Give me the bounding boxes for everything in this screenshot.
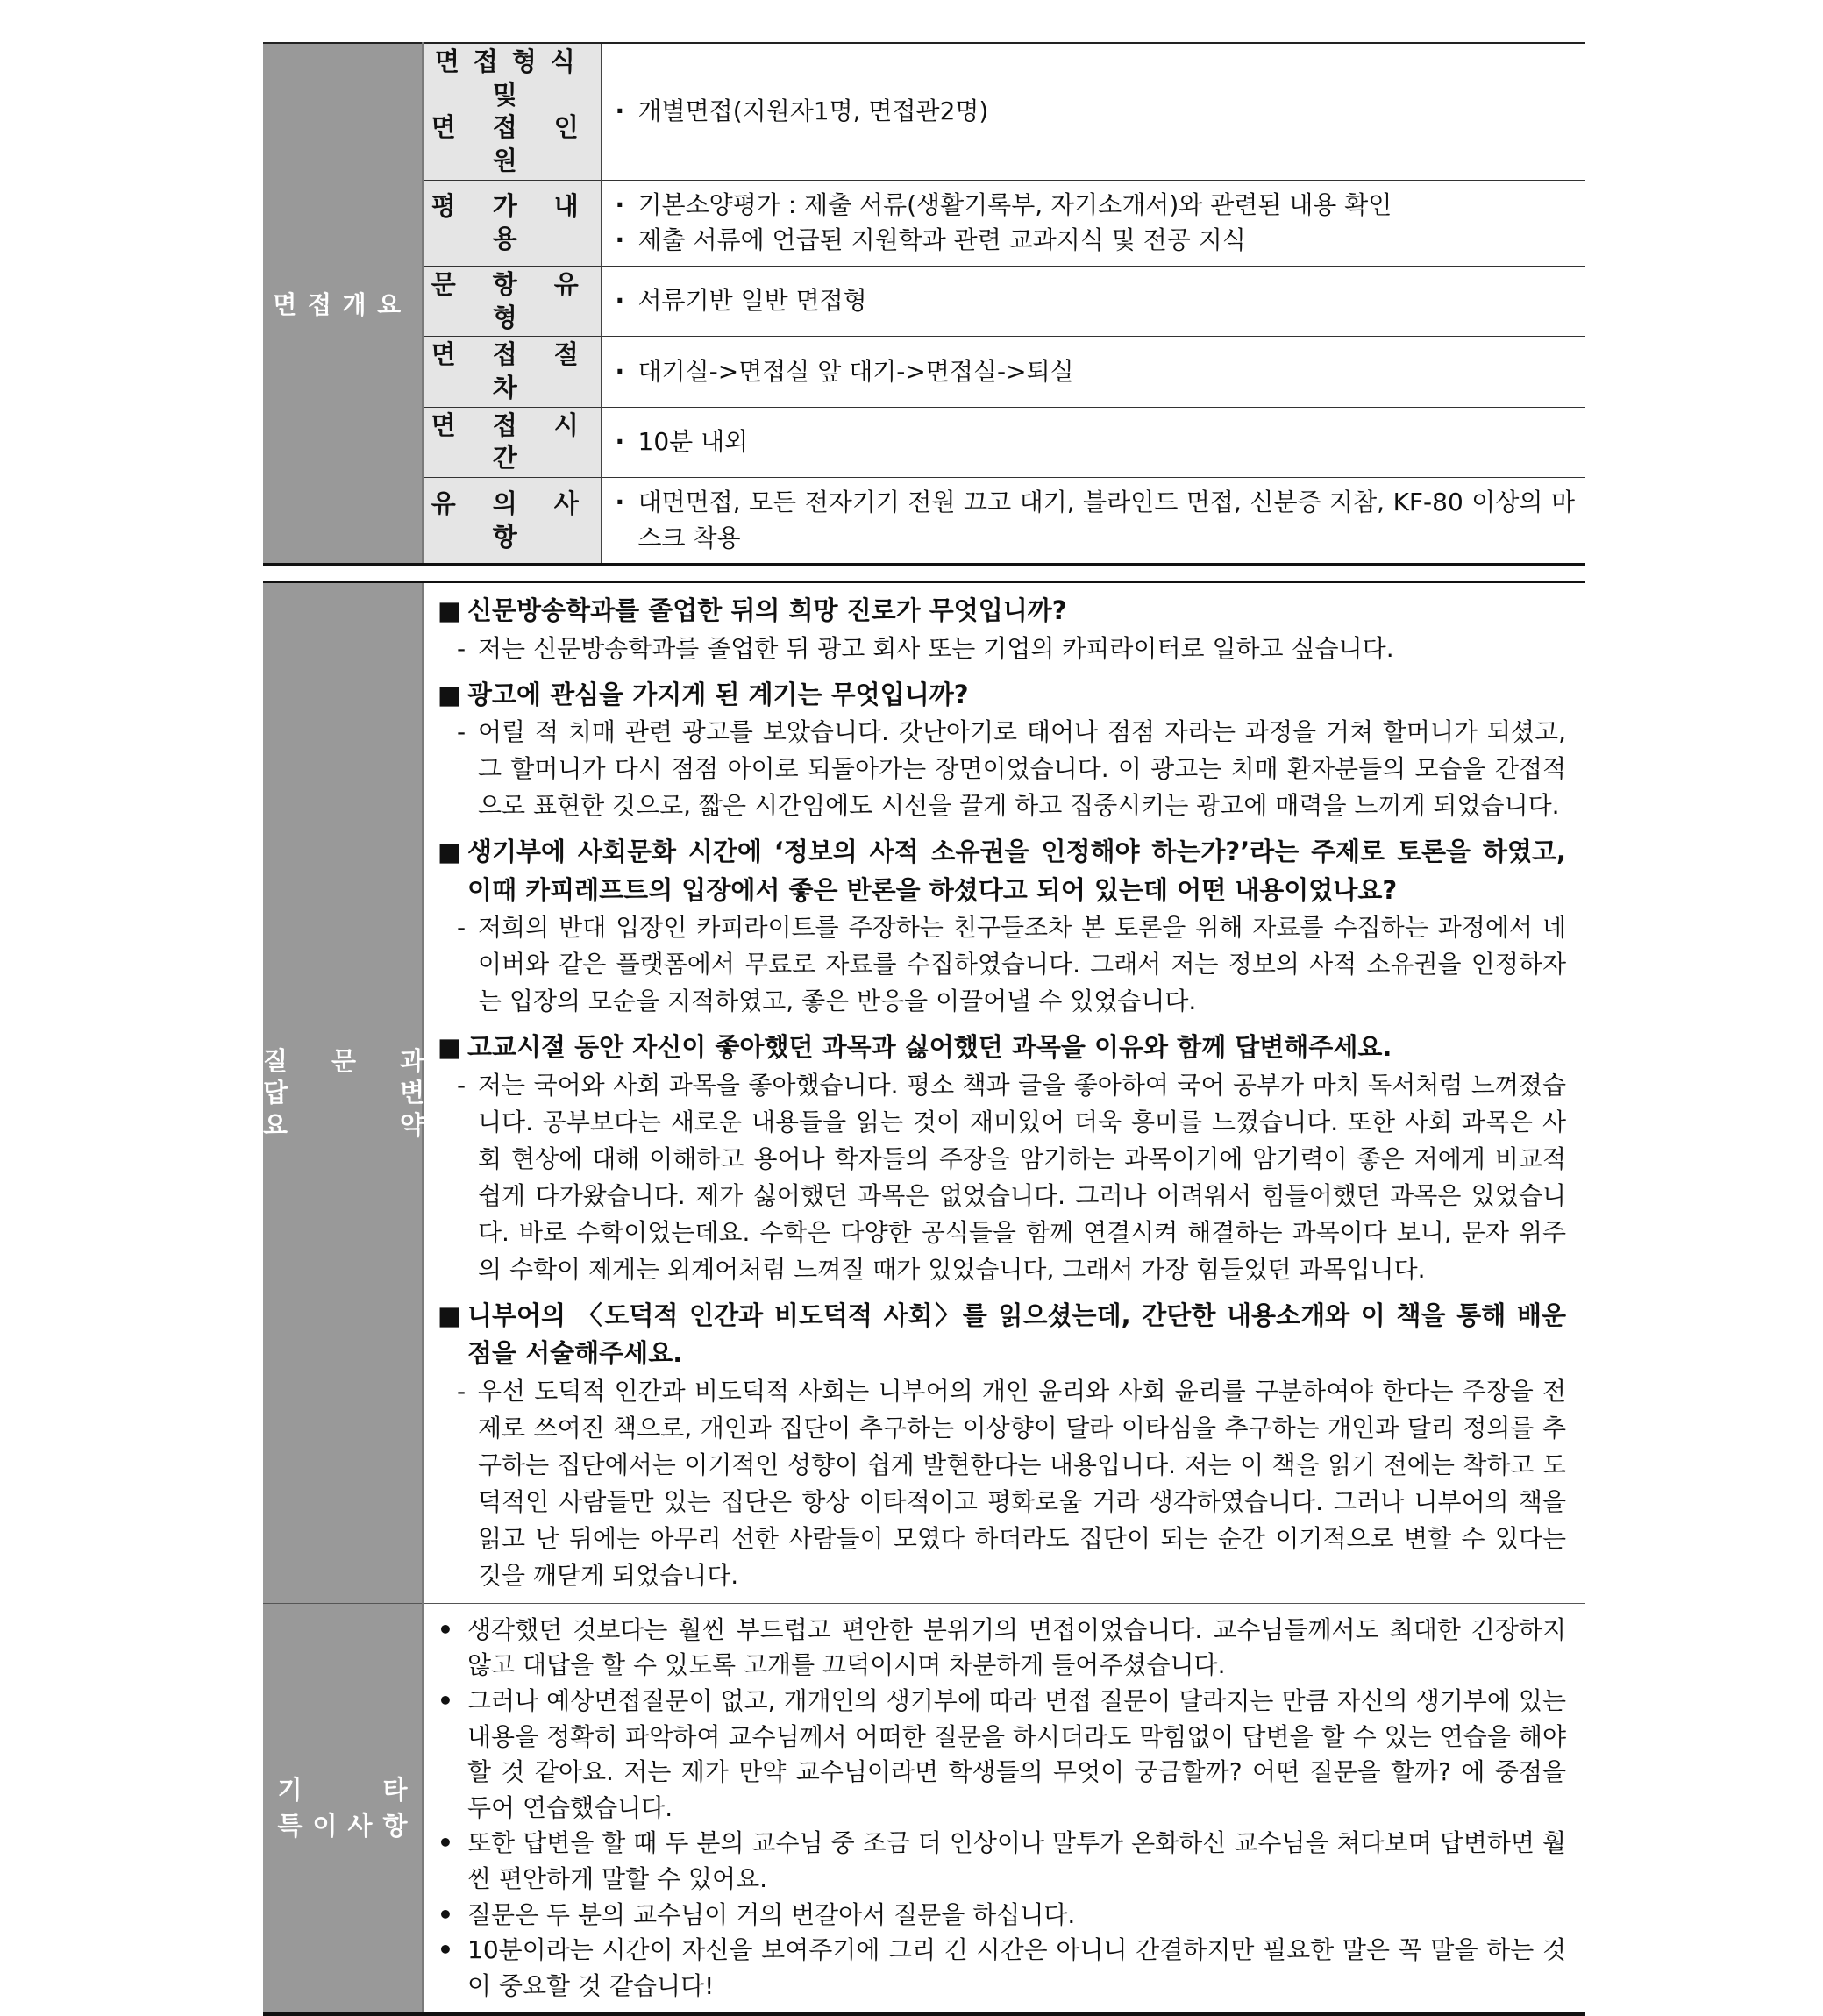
answer — [438, 1067, 1566, 1288]
overview-row-label — [423, 180, 601, 266]
question — [438, 592, 1566, 630]
etc-item — [438, 1826, 1566, 1897]
overview-category: 면접개요 — [263, 43, 423, 565]
overview-row-label — [423, 337, 601, 407]
etc-item-text: 질문은 두 분의 교수님이 거의 번갈아서 질문을 하십니다. — [467, 1899, 1076, 1929]
answer-text: 어릴 적 치매 관련 광고를 보았습니다. 갓난아기로 태어나 점점 자라는 과정을 거쳐 할머니가 되셨고, 그 할머니가 다시 점점 아이로 되돌아가는 장면이었습니다. 이 광고는 치매 환자분들의 모습을 간접적으로 표현한 것으로, 짧은 시간임에도 시선을 끌게 하고 집중시키는 광고에 매력을 느끼게 되었습니다. — [478, 717, 1566, 821]
overview-row — [263, 407, 1585, 477]
item-mark: · — [615, 225, 625, 255]
qa-side-char: 과 — [400, 1046, 425, 1077]
overview-item — [616, 424, 1576, 460]
qa-summary-table — [263, 581, 1585, 1603]
overview-item-text: 기본소양평가 : 제출 서류(생활기록부, 자기소개서)와 관련된 내용 확인 — [637, 189, 1392, 219]
question — [438, 1297, 1566, 1373]
overview-row-label-line: 면 접 시 간 — [431, 410, 593, 474]
etc-notes-table — [263, 1603, 1585, 2016]
overview-item — [616, 223, 1576, 259]
question-text: 광고에 관심을 가지게 된 계기는 무엇입니까? — [467, 679, 969, 709]
item-mark: · — [615, 427, 625, 457]
answer-dash: - — [457, 633, 466, 663]
question — [438, 1029, 1566, 1067]
qa-side-char: 약 — [400, 1109, 425, 1140]
item-mark: · — [615, 189, 625, 219]
square-bullet-icon: ■ — [438, 1032, 462, 1063]
etc-item-text: 10분이라는 시간이 자신을 보여주기에 그리 긴 시간은 아니니 간결하지만 필요한 말은 꼭 말을 하는 것이 중요할 것 같습니다! — [467, 1935, 1566, 2000]
overview-item-text: 개별면접(지원자1명, 면접관2명) — [637, 96, 989, 126]
bullet-dot-icon: • — [438, 1685, 453, 1715]
answer-dash: - — [457, 717, 466, 747]
etc-item-text: 그러나 예상면접질문이 없고, 개개인의 생기부에 따라 면접 질문이 달라지는 만큼 자신의 생기부에 있는 내용을 정확히 파악하여 교수님께서 어떠한 질문을 하시더라도 막힘없이 답변을 할 수 있는 연습을 해야 할 것 같아요. 저는 제가 만약 교수님이라면 학생들의 무엇이 궁금할까? 어떤 질문을 할까? 에 중점을 두어 연습했습니다. — [467, 1685, 1566, 1822]
etc-side-char: 타 — [382, 1775, 408, 1806]
qa-side-char: 답 — [263, 1078, 288, 1108]
bullet-dot-icon: • — [438, 1899, 453, 1929]
question-text: 고교시절 동안 자신이 좋아했던 과목과 싫어했던 과목을 이유와 함께 답변해주세요. — [467, 1032, 1392, 1063]
etc-content — [423, 1603, 1585, 2014]
qa-side-label — [263, 582, 423, 1603]
etc-side-char: 사 — [347, 1811, 373, 1841]
answer-dash: - — [457, 1376, 466, 1406]
overview-row — [263, 478, 1585, 566]
overview-row-label — [423, 407, 601, 477]
question — [438, 676, 1566, 715]
item-mark: · — [615, 488, 625, 517]
bullet-dot-icon: • — [438, 1614, 453, 1644]
overview-row — [263, 337, 1585, 407]
overview-row-label — [423, 266, 601, 336]
answer-dash: - — [457, 913, 466, 943]
overview-item — [616, 188, 1576, 224]
overview-row-label-line: 평 가 내 용 — [431, 190, 593, 254]
etc-side-label — [263, 1603, 423, 2014]
overview-row-label-line: 면접형식 및 — [434, 46, 589, 110]
overview-row — [263, 266, 1585, 336]
answer-dash: - — [457, 1070, 466, 1100]
etc-side-char — [312, 1772, 337, 1808]
answer-text: 저희의 반대 입장인 카피라이트를 주장하는 친구들조차 본 토론을 위해 자료를 수집하는 과정에서 네이버와 같은 플랫폼에서 무료로 자료를 수집하였습니다. 그래서 저는 정보의 사적 소유권을 인정하자는 입장의 모순을 지적하였고, 좋은 반응을 이끌어낼 수 있었습니다. — [478, 913, 1566, 1016]
etc-item — [438, 1933, 1566, 2004]
item-mark: · — [615, 356, 625, 386]
qa-content — [423, 582, 1585, 1603]
etc-side-char: 이 — [312, 1811, 338, 1841]
qa-side-char: 요 — [263, 1109, 288, 1140]
question — [438, 833, 1566, 909]
overview-item-text: 대면면접, 모든 전자기기 전원 끄고 대기, 블라인드 면접, 신분증 지참, KF-80 이상의 마스크 착용 — [637, 488, 1575, 552]
answer — [438, 630, 1566, 667]
overview-row-value — [601, 266, 1585, 336]
overview-item-text: 대기실->면접실 앞 대기->면접실->퇴실 — [637, 356, 1074, 386]
etc-side-char — [348, 1772, 373, 1808]
overview-row-label — [423, 43, 601, 180]
overview-item — [616, 354, 1576, 390]
qa-side-char: 변 — [400, 1078, 425, 1108]
bullet-dot-icon: • — [438, 1935, 453, 1965]
overview-row-label-line: 면 접 절 차 — [431, 339, 593, 402]
question-text: 생기부에 사회문화 시간에 ‘정보의 사적 소유권을 인정해야 하는가?’라는 주제로 토론을 하였고, 이때 카피레프트의 입장에서 좋은 반론을 하셨다고 되어 있는데 어떤 내용이었나요? — [467, 837, 1566, 905]
etc-item-text: 생각했던 것보다는 훨씬 부드럽고 편안한 분위기의 면접이었습니다. 교수님들께서도 최대한 긴장하지 않고 대답을 할 수 있도록 고개를 끄덕이시며 차분하게 들어주셨습니다. — [467, 1614, 1566, 1680]
square-bullet-icon: ■ — [438, 595, 462, 626]
interview-report-sheet — [263, 42, 1585, 2016]
square-bullet-icon: ■ — [438, 1300, 462, 1330]
overview-row-value — [601, 180, 1585, 266]
question-text: 신문방송학과를 졸업한 뒤의 희망 진로가 무엇입니까? — [467, 595, 1067, 626]
qa-side-char — [331, 1109, 356, 1141]
overview-row — [263, 43, 1585, 180]
bullet-dot-icon: • — [438, 1828, 453, 1858]
overview-row-label-line: 문 항 유 형 — [431, 268, 593, 332]
answer-text: 저는 신문방송학과를 졸업한 뒤 광고 회사 또는 기업의 카피라이터로 일하고 싶습니다. — [478, 633, 1394, 663]
overview-row-label — [423, 478, 601, 566]
overview-item-text: 제출 서류에 언급된 지원학과 관련 교과지식 및 전공 지식 — [637, 225, 1246, 255]
etc-side-char: 항 — [382, 1811, 408, 1841]
answer — [438, 1373, 1566, 1594]
overview-row-label-line: 면 접 인 원 — [431, 112, 593, 176]
overview-row-label-line: 유 의 사 항 — [431, 488, 593, 552]
overview-row-value — [601, 478, 1585, 566]
answer — [438, 714, 1566, 824]
overview-item-text: 10분 내외 — [637, 427, 749, 457]
overview-row — [263, 180, 1585, 266]
interview-overview-table — [263, 42, 1585, 566]
question-text: 니부어의 〈도덕적 인간과 비도덕적 사회〉를 읽으셨는데, 간단한 내용소개와 이 책을 통해 배운 점을 서술해주세요. — [467, 1300, 1566, 1369]
answer — [438, 909, 1566, 1020]
overview-row-value — [601, 43, 1585, 180]
square-bullet-icon: ■ — [438, 679, 462, 709]
qa-side-char: 문 — [331, 1046, 357, 1077]
overview-item — [616, 283, 1576, 319]
qa-side-char — [331, 1077, 356, 1108]
etc-side-char: 특 — [277, 1811, 303, 1841]
overview-item-text: 서류기반 일반 면접형 — [637, 286, 867, 316]
etc-item-text: 또한 답변을 할 때 두 분의 교수님 중 조금 더 인상이나 말투가 온화하신 교수님을 쳐다보며 답변하면 훨씬 편안하게 말할 수 있어요. — [467, 1828, 1566, 1893]
overview-item — [616, 94, 1576, 130]
overview-item — [616, 485, 1576, 556]
answer-text: 저는 국어와 사회 과목을 좋아했습니다. 평소 책과 글을 좋아하여 국어 공부가 마치 독서처럼 느껴졌습니다. 공부보다는 새로운 내용들을 읽는 것이 재미있어 더욱 흥미를 느꼈습니다. 또한 사회 과목은 사회 현상에 대해 이해하고 용어나 학자들의 주장을 암기하는 과목이기에 암기력이 좋은 저에게 비교적 쉽게 다가왔습니다. 제가 싫어했던 과목은 없었습니다. 그러나 어려워서 힘들어했던 과목은 있었습니다. 바로 수학이었는데요. 수학은 다양한 공식들을 함께 연결시켜 해결하는 과목이다 보니, 문자 위주의 수학이 제게는 외계어처럼 느껴질 때가 있었습니다, 그래서 가장 힘들었던 과목입니다. — [478, 1070, 1566, 1284]
overview-row-value — [601, 407, 1585, 477]
item-mark: · — [615, 286, 625, 316]
etc-item — [438, 1613, 1566, 1684]
answer-text: 우선 도덕적 인간과 비도덕적 사회는 니부어의 개인 윤리와 사회 윤리를 구분하여야 한다는 주장을 전제로 쓰여진 책으로, 개인과 집단이 추구하는 이상향이 달라 이타심을 추구하는 개인과 달리 정의를 추구하는 집단에서는 이기적인 성향이 쉽게 발현한다는 내용입니다. 저는 이 책을 읽기 전에는 착하고 도덕적인 사람들만 있는 집단은 항상 이타적이고 평화로울 거라 생각하였습니다. 그러나 니부어의 책을 읽고 난 뒤에는 아무리 선한 사람들이 모였다 하더라도 집단이 되는 순간 이기적으로 변할 수 있다는 것을 깨닫게 되었습니다. — [478, 1376, 1566, 1590]
overview-row-value — [601, 337, 1585, 407]
etc-side-char: 기 — [277, 1775, 303, 1806]
etc-item — [438, 1684, 1566, 1826]
square-bullet-icon: ■ — [438, 837, 462, 867]
qa-side-char: 질 — [263, 1046, 288, 1077]
item-mark: · — [615, 96, 625, 126]
